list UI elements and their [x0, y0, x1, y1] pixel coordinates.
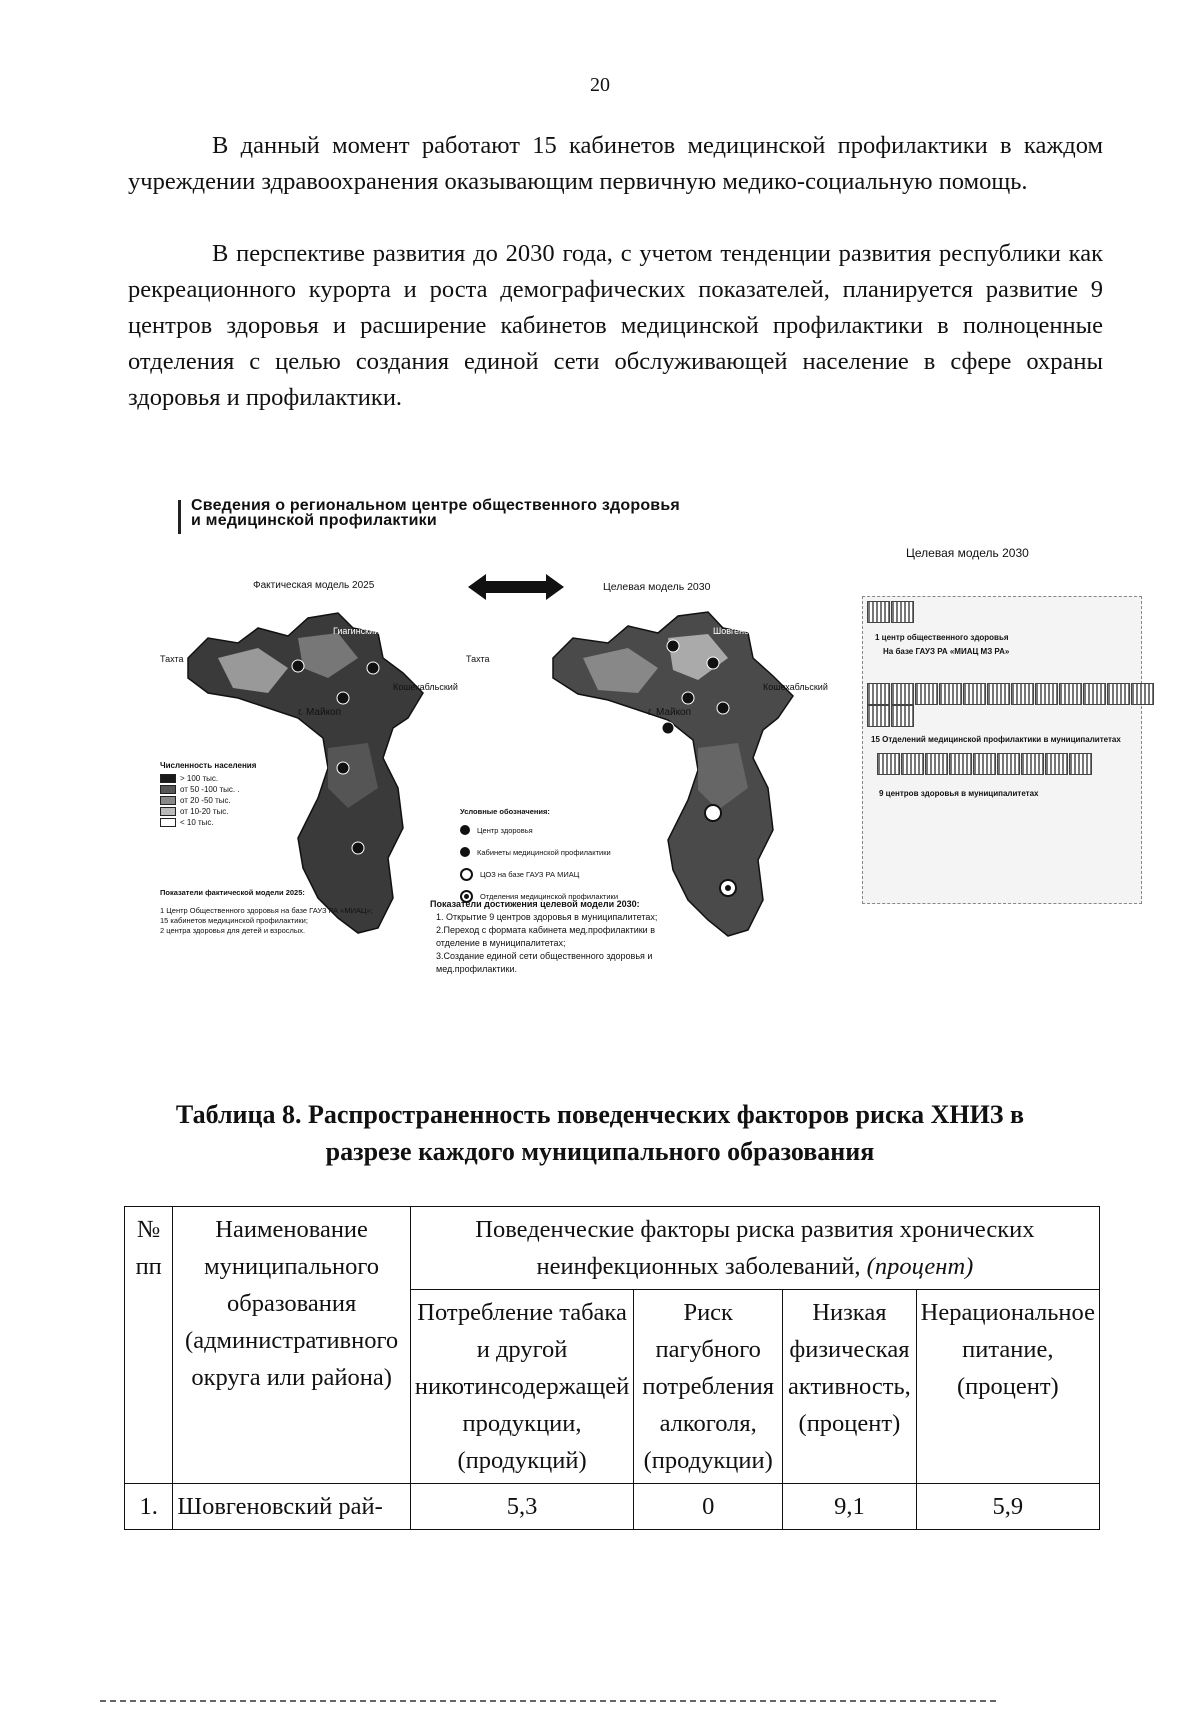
people-icons-row: [867, 683, 1154, 705]
header-activity: Низкая физическая активность,(процент): [783, 1290, 917, 1484]
header-group: Поведенческие факторы риска развития хронических неинфекционных заболеваний, (процент): [410, 1207, 1099, 1290]
label-takhta-right: Тахта: [466, 654, 490, 664]
header-alcohol: Риск пагубного потребления алкоголя, (продукции): [634, 1290, 783, 1484]
panel-item-2: На базе ГАУЗ РА «МИАЦ МЗ РА»: [883, 647, 1010, 656]
filled-dot-icon: [460, 847, 470, 857]
building-icons-row: [877, 753, 1092, 775]
title-bar: [178, 500, 181, 534]
panel-item-4: 9 центров здоровья в муниципалитетах: [879, 789, 1039, 798]
people-icons-row-2: [867, 705, 914, 727]
label-giag-left: Гиагинский: [333, 626, 380, 636]
cell-name: Шовгеновский рай-: [173, 1484, 410, 1530]
paragraph-1: В данный момент работают 15 кабинетов медицинской профилактики в каждом учреждении здравоохранения оказывающим первичную медико-социальную помощь.: [128, 132, 1103, 195]
scan-edge-line: [100, 1700, 1000, 1702]
cell-tobacco: 5,3: [410, 1484, 633, 1530]
panel-item-1: 1 центр общественного здоровья: [875, 633, 1009, 642]
cell-alcohol: 0: [634, 1484, 783, 1530]
panel-title: Целевая модель 2030: [906, 546, 1029, 560]
double-arrow-icon: [468, 574, 564, 600]
map-right-title: Целевая модель 2030: [603, 581, 711, 593]
paragraph-2: В перспективе развития до 2030 года, с учетом тенденции развития республики как рекреационного курорта и роста демографических показателей, планируется развитие 9 центров здоровья и расширение кабинетов медицинской профилактики в полноценные отделения с целью создания единой сети обслуживающей население в сфере охраны здоровья и профилактики.: [128, 240, 1103, 411]
panel-item-3: 15 Отделений медицинской профилактики в муниципалитетах: [871, 735, 1121, 744]
ring-icon: [460, 868, 473, 881]
icon-row-top: [867, 601, 914, 623]
label-maikop-left: г. Майкоп: [298, 707, 342, 718]
actual-indicators: Показатели фактической модели 2025: 1 Центр Общественного здоровья на базе ГАУЗ РА «МИАЦ»; 15 кабинетов медицинской профилактики; 2 центра здоровья для детей и взрослых.: [160, 888, 373, 935]
page-number: 20: [590, 74, 610, 96]
label-maikop-right: г. Майкоп: [648, 707, 692, 718]
population-legend: Численность населения > 100 тыс. от 50 -100 тыс. . от 20 -50 тыс. от 10-20 тыс. < 10 тыс.: [160, 761, 257, 827]
label-shovg-right: Шовгеновский: [713, 626, 773, 636]
cell-activity: 9,1: [783, 1484, 917, 1530]
header-num: № пп: [125, 1207, 173, 1484]
header-nutrition: Нерациональное питание, (процент): [916, 1290, 1099, 1484]
symbols-legend: Условные обозначения: Центр здоровья Кабинеты медицинской профилактики ЦОЗ на базе ГАУЗ РА МИАЦ Отделения медицинской профилактики: [460, 807, 619, 901]
label-kosh-right: Кошехабльский: [763, 682, 828, 692]
table-caption: Таблица 8. Распространенность поведенческих факторов риска ХНИЗ в разрезе каждого муниципального образования: [175, 1100, 1025, 1166]
filled-dot-icon: [460, 825, 470, 835]
target-model-panel: [862, 596, 1142, 904]
label-kosh-left: Кошехабльский: [393, 682, 458, 692]
header-tobacco: Потребление табака и другой никотинсодержащей продукции, (продукций): [410, 1290, 633, 1484]
infographic-title: Сведения о региональном центре общественного здоровья и медицинской профилактики: [191, 497, 680, 529]
target-indicators: Показатели достижения целевой модели 2030: 1. Открытие 9 центров здоровья в муниципалитетах; 2.Переход с формата кабинета мед.профилактики в отделение в муниципалитетах; 3.Создание единой сети общественного здоровья и мед.профилактики.: [430, 899, 658, 974]
risk-factors-table: [124, 1206, 1100, 1530]
map-left-title: Фактическая модель 2025: [253, 580, 375, 591]
label-takhta-left: Тахта: [160, 654, 184, 664]
cell-num: 1.: [125, 1484, 173, 1530]
infographic: [160, 488, 1140, 1080]
table-row: [125, 1484, 1100, 1530]
cell-nutrition: 5,9: [916, 1484, 1099, 1530]
header-name: Наименование муниципального образования (административного округа или района): [173, 1207, 410, 1484]
